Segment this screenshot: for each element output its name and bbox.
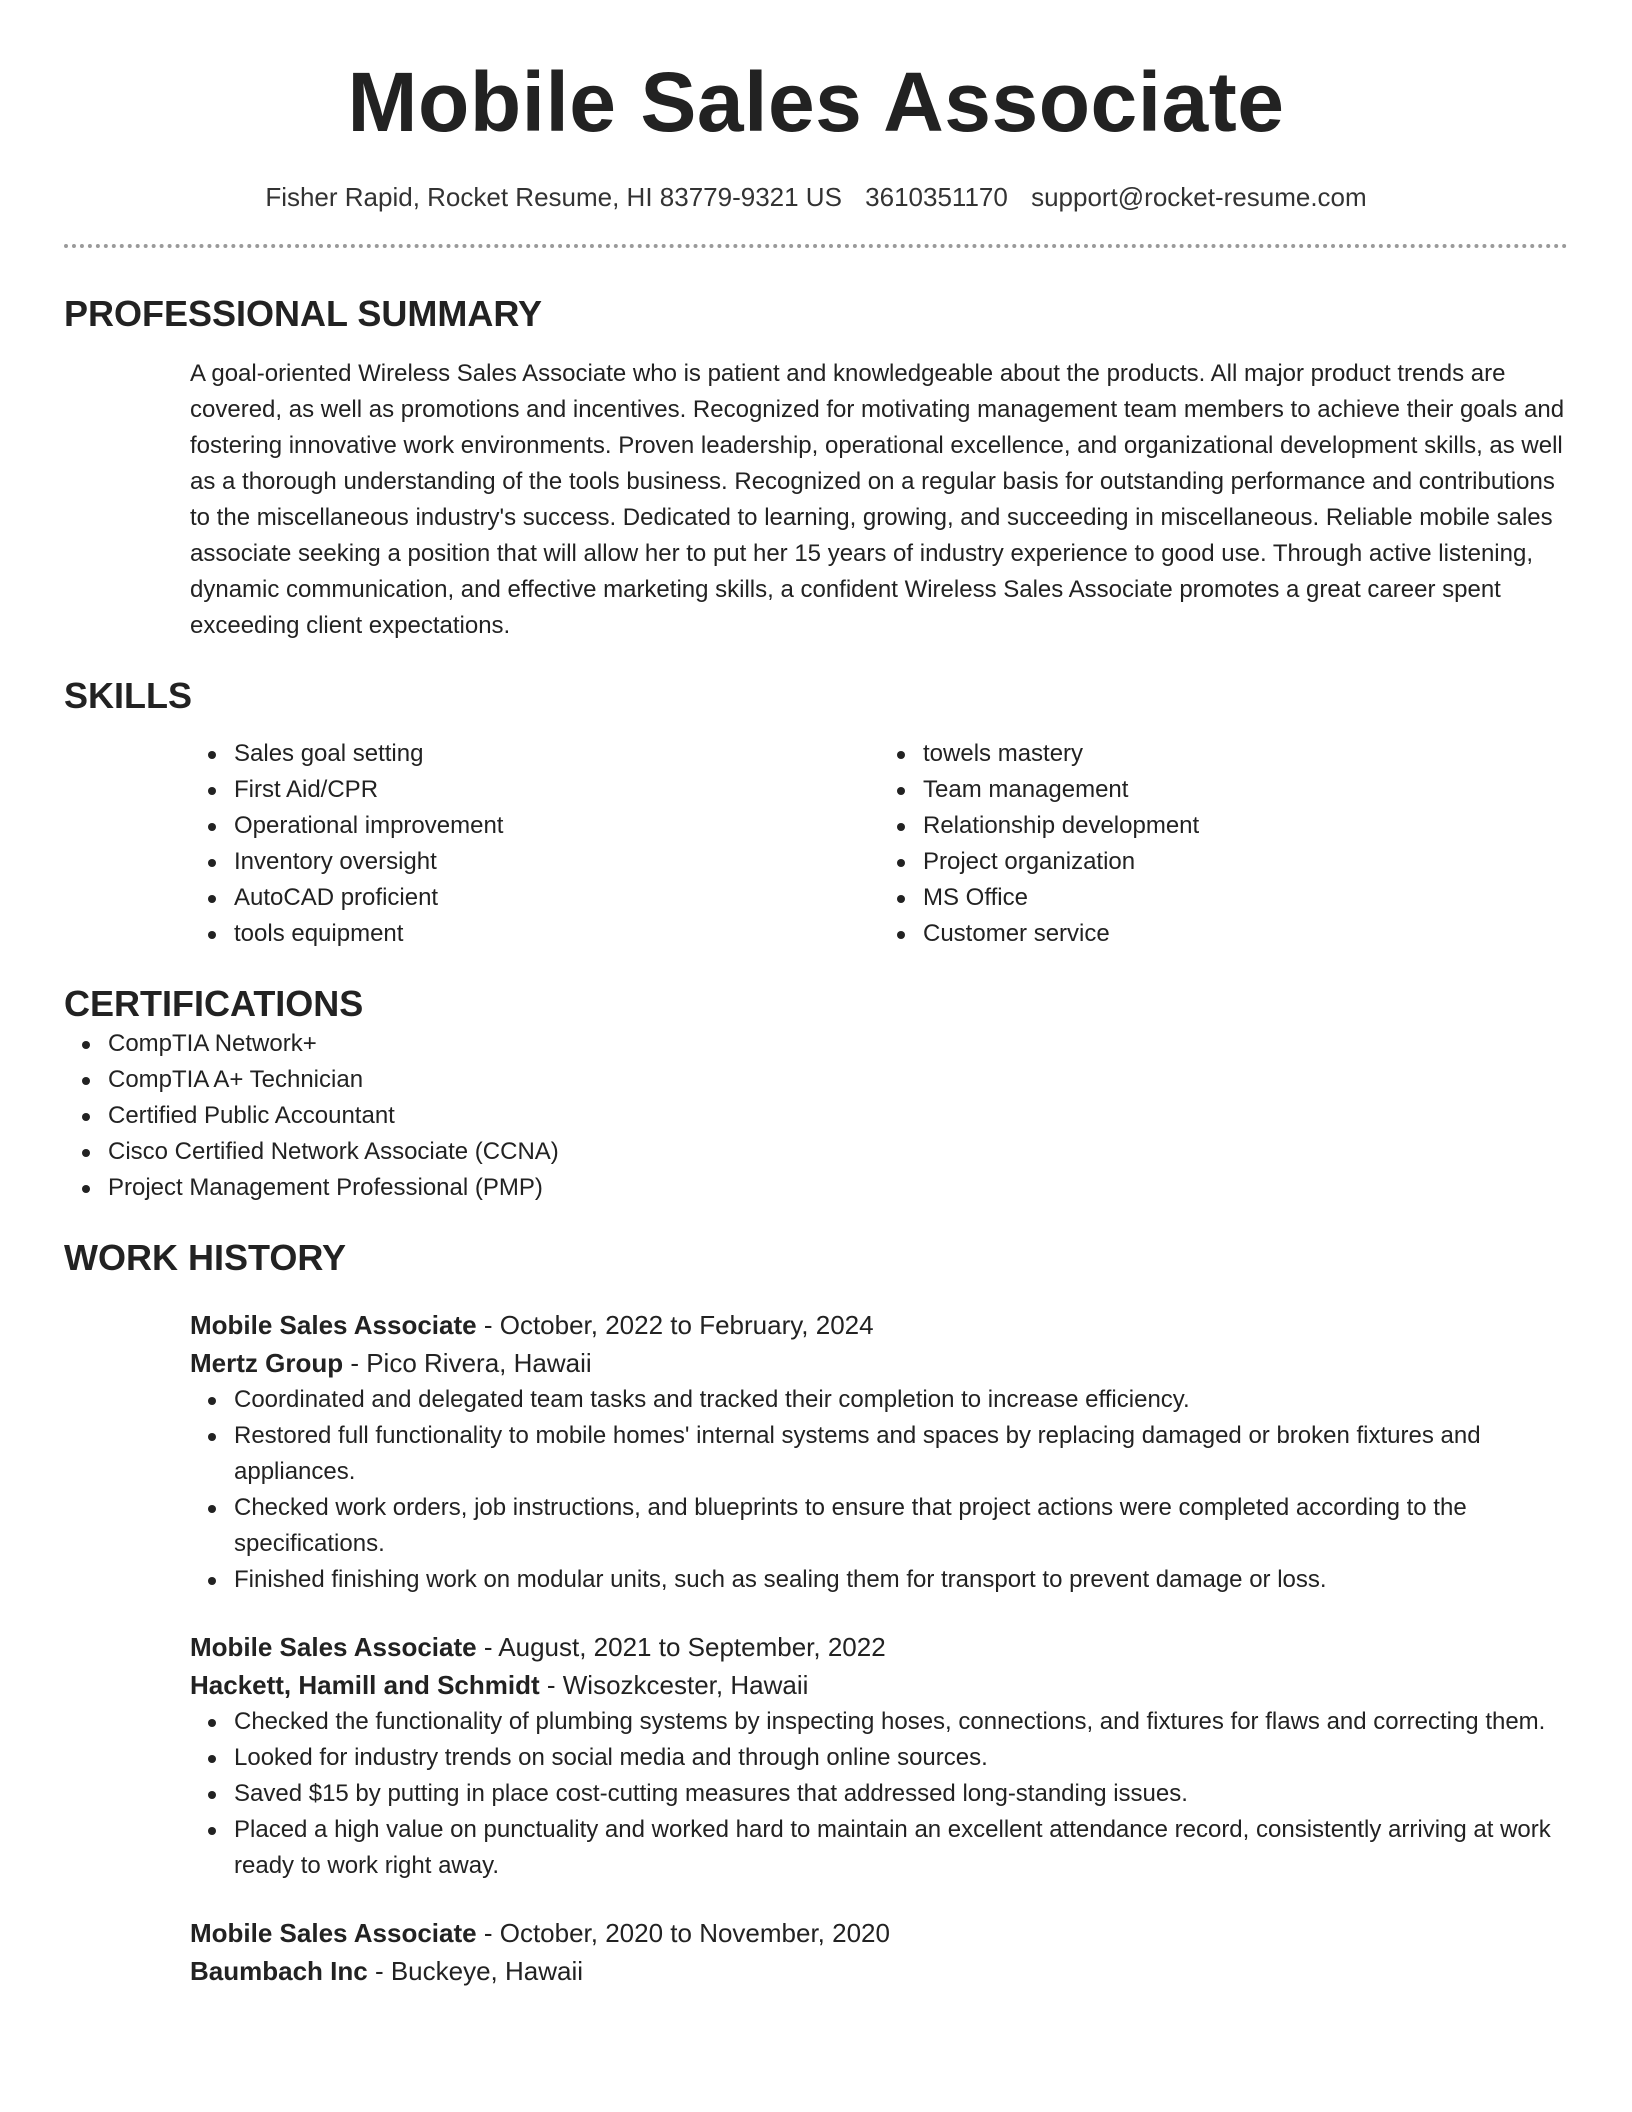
- contact-address: Fisher Rapid, Rocket Resume, HI 83779-9321 US: [265, 182, 842, 212]
- job-duty-item: Checked work orders, job instructions, and blueprints to ensure that project actions were completed according to the specifications.: [234, 1490, 1568, 1562]
- skills-column-right: [879, 736, 1568, 952]
- skill-item: towels mastery: [923, 736, 1568, 772]
- resume-title: Mobile Sales Associate: [347, 55, 1285, 149]
- certification-item: Project Management Professional (PMP): [108, 1170, 1568, 1206]
- skill-item: Inventory oversight: [234, 844, 879, 880]
- job-duty-item: Coordinated and delegated team tasks and tracked their completion to increase efficiency.: [234, 1382, 1568, 1418]
- skill-item: First Aid/CPR: [234, 772, 879, 808]
- job-duty-item: Placed a high value on punctuality and worked hard to maintain an excellent attendance record, consistently arriving at work ready to work right away.: [234, 1812, 1568, 1884]
- skill-item: Customer service: [923, 916, 1568, 952]
- job-title-line: Mobile Sales Associate - October, 2020 to November, 2020: [190, 1918, 890, 1948]
- work-history-heading: WORK HISTORY: [64, 1237, 347, 1278]
- job-title-line: Mobile Sales Associate - August, 2021 to September, 2022: [190, 1632, 886, 1662]
- skill-item: Relationship development: [923, 808, 1568, 844]
- summary-text: A goal-oriented Wireless Sales Associate who is patient and knowledgeable about the products. All major product trends are covered, as well as promotions and incentives. Recognized for motivating management team members to achieve their goals and fostering innovative work environments. Proven leadership, operational excellence, and organizational development skills, as well as a thorough understanding of the tools business. Recognized on a regular basis for outstanding performance and contributions to the miscellaneous industry's success. Dedicated to learning, growing, and succeeding in miscellaneous. Reliable mobile sales associate seeking a position that will allow her to put her 15 years of industry experience to good use. Through active listening, dynamic communication, and effective marketing skills, a confident Wireless Sales Associate promotes a great career spent exceeding client expectations.: [190, 360, 1565, 639]
- job-duty-item: Checked the functionality of plumbing systems by inspecting hoses, connections, and fixtures for flaws and correcting them.: [234, 1704, 1568, 1740]
- job-entry: [190, 1306, 1568, 1598]
- job-duties-list: [190, 1382, 1568, 1598]
- job-company-line: Mertz Group - Pico Rivera, Hawaii: [190, 1348, 592, 1378]
- skills-heading: SKILLS: [64, 675, 193, 716]
- job-dates: October, 2020 to November, 2020: [499, 1918, 890, 1948]
- certification-item: CompTIA Network+: [108, 1026, 1568, 1062]
- job-title: Mobile Sales Associate: [190, 1918, 477, 1948]
- job-company: Baumbach Inc: [190, 1956, 368, 1986]
- contact-line: [64, 180, 1568, 214]
- certification-item: Certified Public Accountant: [108, 1098, 1568, 1134]
- job-location: Buckeye, Hawaii: [390, 1956, 584, 1986]
- skill-item: AutoCAD proficient: [234, 880, 879, 916]
- contact-phone: 3610351170: [865, 182, 1008, 212]
- job-company-line: Baumbach Inc - Buckeye, Hawaii: [190, 1956, 584, 1986]
- skill-item: MS Office: [923, 880, 1568, 916]
- job-duty-item: Looked for industry trends on social media and through online sources.: [234, 1740, 1568, 1776]
- skills-column-left: [190, 736, 879, 952]
- skill-item: Sales goal setting: [234, 736, 879, 772]
- skill-item: Team management: [923, 772, 1568, 808]
- job-entry: [190, 1914, 1568, 1990]
- job-duty-item: Finished finishing work on modular units, such as sealing them for transport to prevent damage or loss.: [234, 1562, 1568, 1598]
- skill-item: Project organization: [923, 844, 1568, 880]
- job-duties-list: [190, 1704, 1568, 1884]
- job-entry: [190, 1628, 1568, 1884]
- job-title: Mobile Sales Associate: [190, 1310, 477, 1340]
- certifications-heading: CERTIFICATIONS: [64, 983, 364, 1024]
- job-location: Pico Rivera, Hawaii: [366, 1348, 592, 1378]
- job-title: Mobile Sales Associate: [190, 1632, 477, 1662]
- contact-email: support@rocket-resume.com: [1031, 182, 1367, 212]
- summary-heading: PROFESSIONAL SUMMARY: [64, 293, 543, 334]
- job-title-line: Mobile Sales Associate - October, 2022 to February, 2024: [190, 1310, 874, 1340]
- skill-item: tools equipment: [234, 916, 879, 952]
- job-company-line: Hackett, Hamill and Schmidt - Wisozkcester, Hawaii: [190, 1670, 809, 1700]
- job-company: Mertz Group: [190, 1348, 344, 1378]
- job-location: Wisozkcester, Hawaii: [562, 1670, 809, 1700]
- job-company: Hackett, Hamill and Schmidt: [190, 1670, 540, 1700]
- certifications-list: [64, 1026, 1568, 1206]
- job-duty-item: Restored full functionality to mobile homes' internal systems and spaces by replacing damaged or broken fixtures and appliances.: [234, 1418, 1568, 1490]
- job-dates: August, 2021 to September, 2022: [498, 1632, 886, 1662]
- skills-list: [190, 736, 1568, 952]
- job-duty-item: Saved $15 by putting in place cost-cutting measures that addressed long-standing issues.: [234, 1776, 1568, 1812]
- header-divider: [64, 244, 1568, 248]
- certification-item: Cisco Certified Network Associate (CCNA): [108, 1134, 1568, 1170]
- job-dates: October, 2022 to February, 2024: [499, 1310, 874, 1340]
- certification-item: CompTIA A+ Technician: [108, 1062, 1568, 1098]
- skill-item: Operational improvement: [234, 808, 879, 844]
